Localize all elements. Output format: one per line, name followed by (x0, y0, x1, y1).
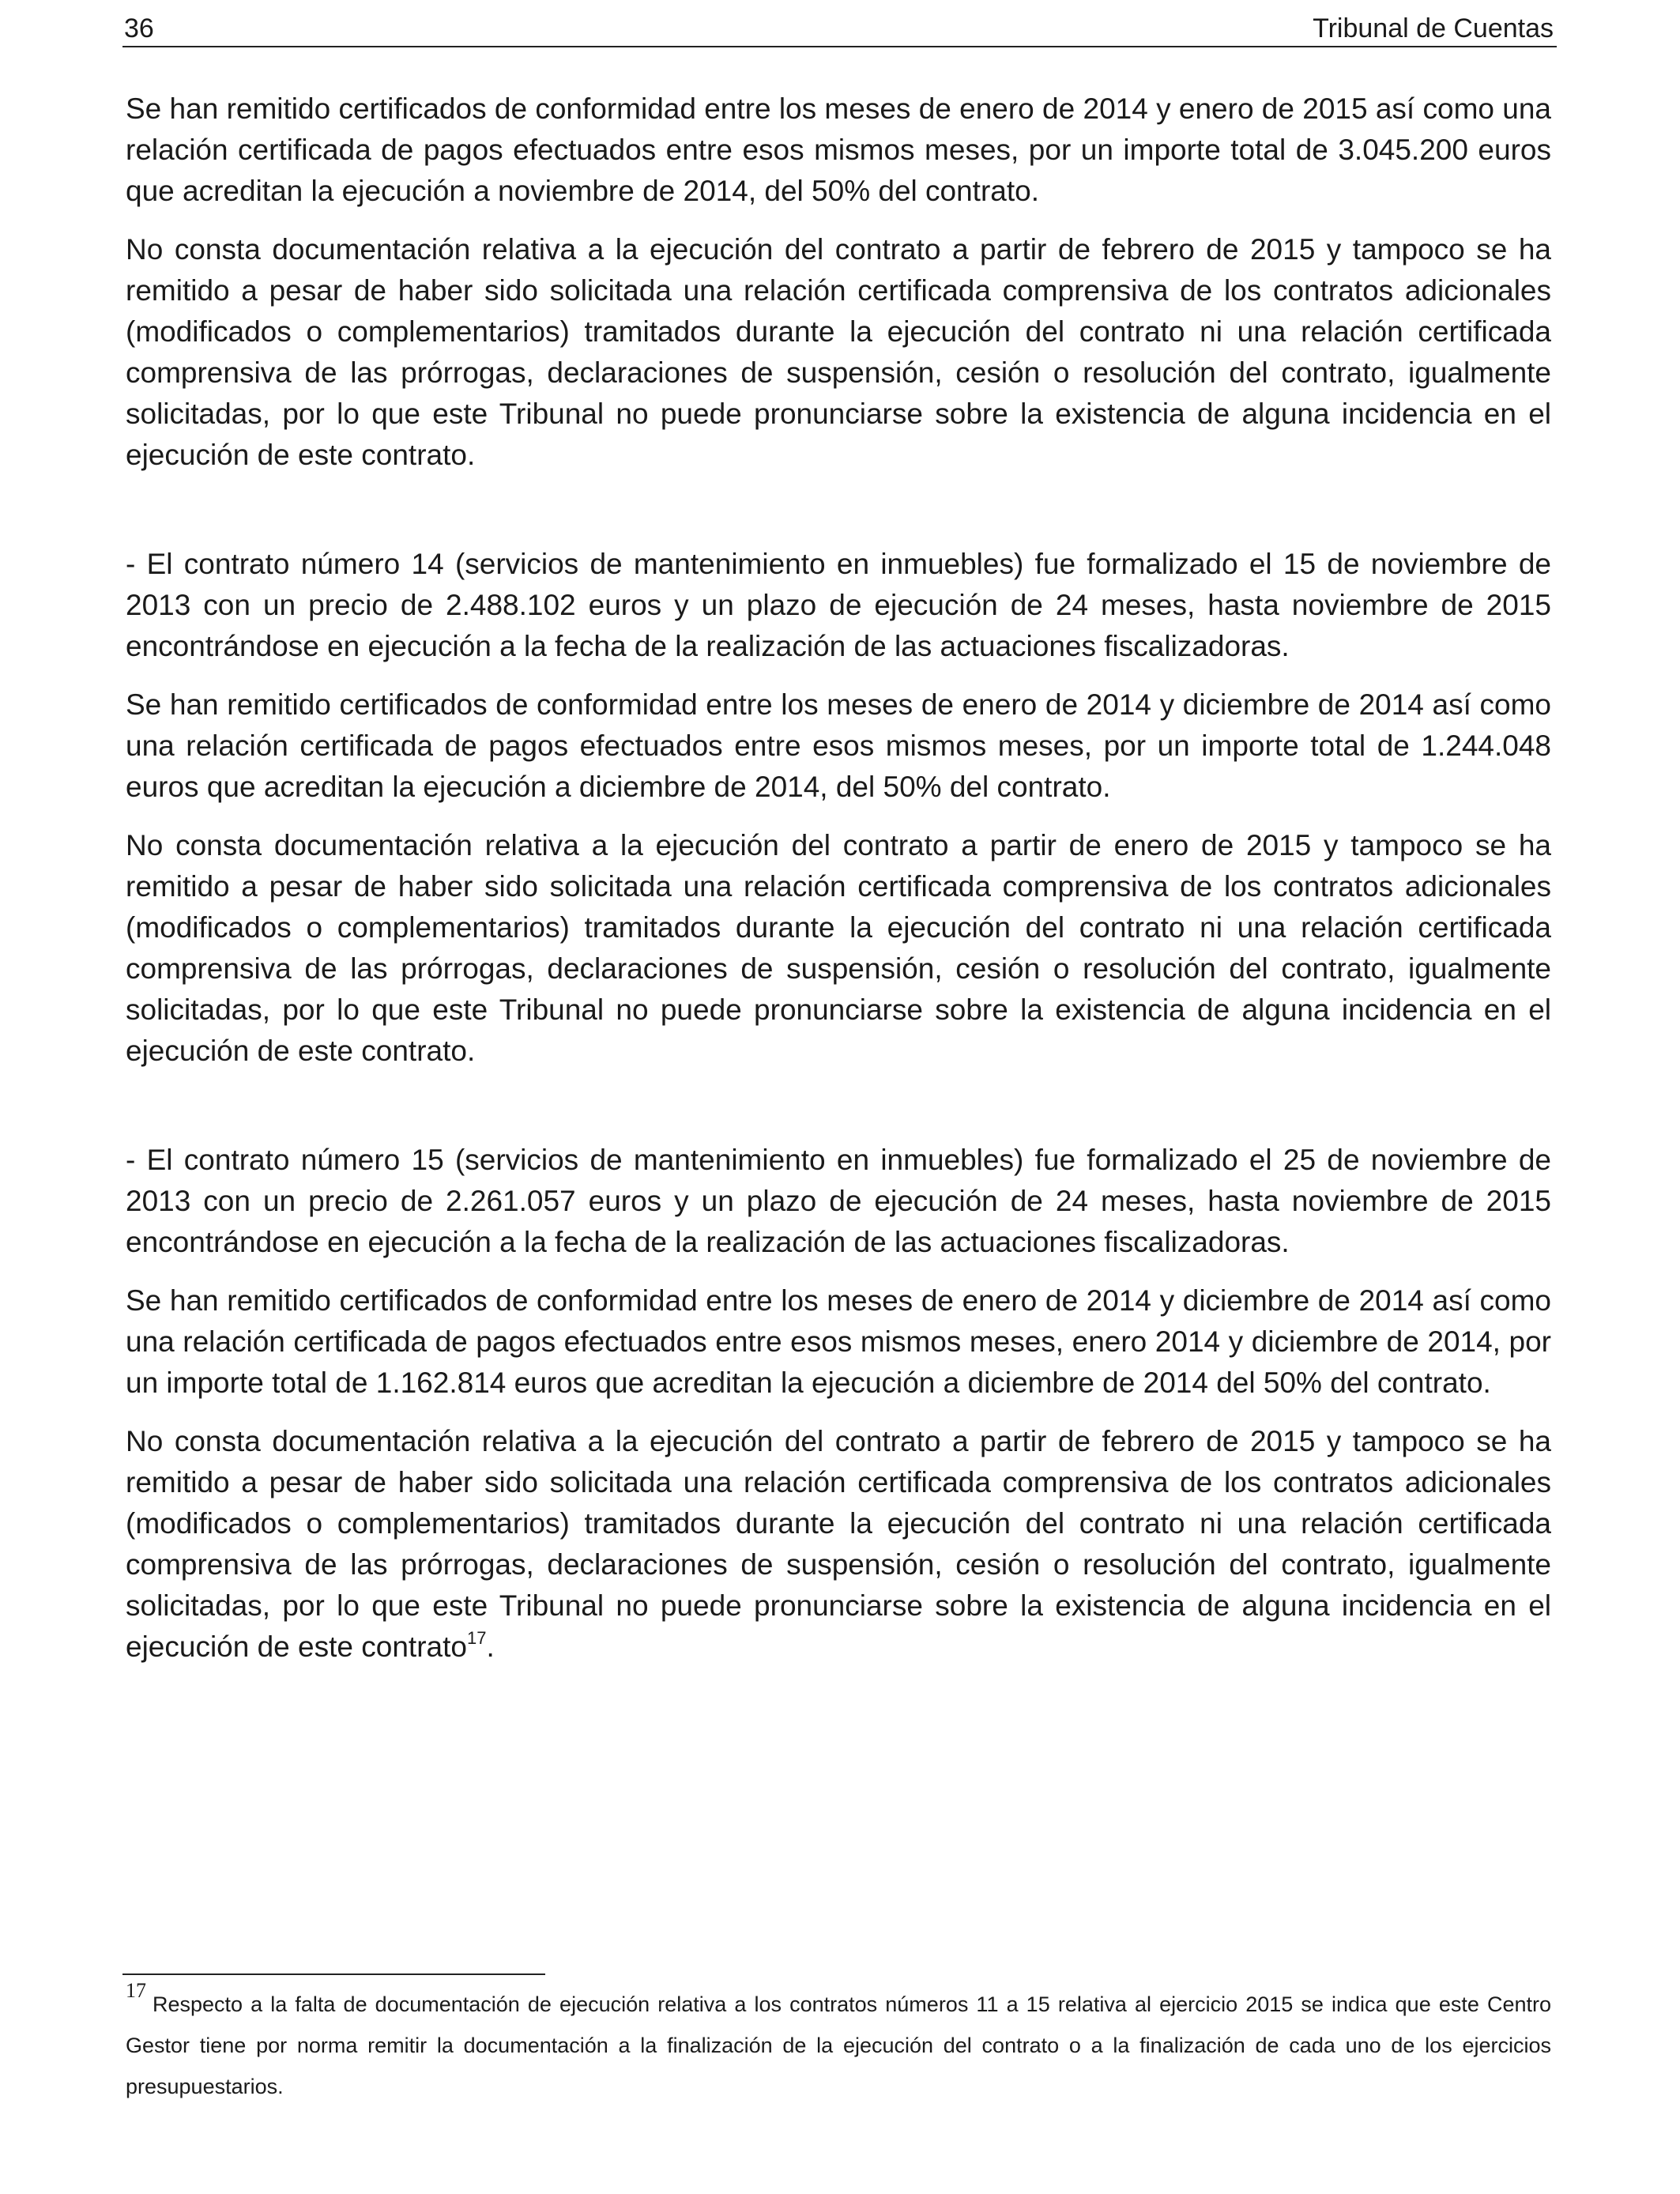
paragraph-end-punctuation: . (486, 1630, 495, 1663)
paragraph: - El contrato número 15 (servicios de mantenimiento en inmuebles) fue formalizado el 25 de noviembre de 2013 con un precio de 2.261.057 euros y un plazo de ejecución de 24 meses, hasta noviembre de 2015 encontrándose en ejecución a la fecha de la realización de las actuaciones fiscalizadoras. (126, 1144, 1551, 1258)
paragraph: Se han remitido certificados de conformidad entre los meses de enero de 2014 y diciembre de 2014 así como una relación certificada de pagos efectuados entre esos mismos meses, enero 2014 y diciembre de 2014, por un importe total de 1.162.814 euros que acreditan la ejecución a diciembre de 2014 del 50% del contrato. (126, 1284, 1551, 1399)
paragraph-with-footnote-ref (126, 1421, 1551, 1668)
running-title: Tribunal de Cuentas (1313, 13, 1554, 43)
paragraph: No consta documentación relativa a la ejecución del contrato a partir de febrero de 2015 y tampoco se ha remitido a pesar de haber sido solicitada una relación certificada comprensiva de los contratos adicionales (modificados o complementarios) tramitados durante la ejecución del contrato ni una relación certificada comprensiva de las prórrogas, declaraciones de suspensión, cesión o resolución del contrato, igualmente solicitadas, por lo que este Tribunal no puede pronunciarse sobre la existencia de alguna incidencia en el ejecución de este contrato. (126, 233, 1551, 471)
paragraph-text: No consta documentación relativa a la ejecución del contrato a partir de febrero de 2015 y tampoco se ha remitido a pesar de haber sido solicitada una relación certificada comprensiva de los contratos adicionales (modificados o complementarios) tramitados durante la ejecución del contrato ni una relación certificada comprensiva de las prórrogas, declaraciones de suspensión, cesión o resolución del contrato, igualmente solicitadas, por lo que este Tribunal no puede pronunciarse sobre la existencia de alguna incidencia en el ejecución de este contrato (126, 1425, 1551, 1663)
paragraph: Se han remitido certificados de conformidad entre los meses de enero de 2014 y enero de 2015 así como una relación certificada de pagos efectuados entre esos mismos meses, por un importe total de 3.045.200 euros que acreditan la ejecución a noviembre de 2014, del 50% del contrato. (126, 92, 1551, 207)
page-header (122, 11, 1557, 47)
footnote-end-punctuation: . (277, 2075, 284, 2098)
footnote-separator (122, 1973, 545, 1975)
footnote-number: 17 (126, 1979, 146, 2002)
page-number: 36 (124, 13, 154, 43)
paragraph: - El contrato número 14 (servicios de mantenimiento en inmuebles) fue formalizado el 15 de noviembre de 2013 con un precio de 2.488.102 euros y un plazo de ejecución de 24 meses, hasta noviembre de 2015 encontrándose en ejecución a la fecha de la realización de las actuaciones fiscalizadoras. (126, 548, 1551, 662)
body-text (126, 89, 1551, 1685)
paragraph: No consta documentación relativa a la ejecución del contrato a partir de enero de 2015 y tampoco se ha remitido a pesar de haber sido solicitada una relación certificada comprensiva de los contratos adicionales (modificados o complementarios) tramitados durante la ejecución del contrato ni una relación certificada comprensiva de las prórrogas, declaraciones de suspensión, cesión o resolución del contrato, igualmente solicitadas, por lo que este Tribunal no puede pronunciarse sobre la existencia de alguna incidencia en el ejecución de este contrato. (126, 829, 1551, 1067)
paragraph: Se han remitido certificados de conformidad entre los meses de enero de 2014 y diciembre de 2014 así como una relación certificada de pagos efectuados entre esos mismos meses, por un importe total de 1.244.048 euros que acreditan la ejecución a diciembre de 2014, del 50% del contrato. (126, 688, 1551, 803)
footnote-text: Respecto a la falta de documentación de ejecución relativa a los contratos números 11 a 15 relativa al ejercicio 2015 se indica que este Centro Gestor tiene por norma remitir la documentación a la finalización de la ejecución del contrato o a la finalización de cada uno de los ejercicios presupuestarios (126, 1992, 1551, 2098)
footnote-reference[interactable]: 17 (466, 1628, 487, 1648)
footnote (126, 1979, 1551, 2107)
